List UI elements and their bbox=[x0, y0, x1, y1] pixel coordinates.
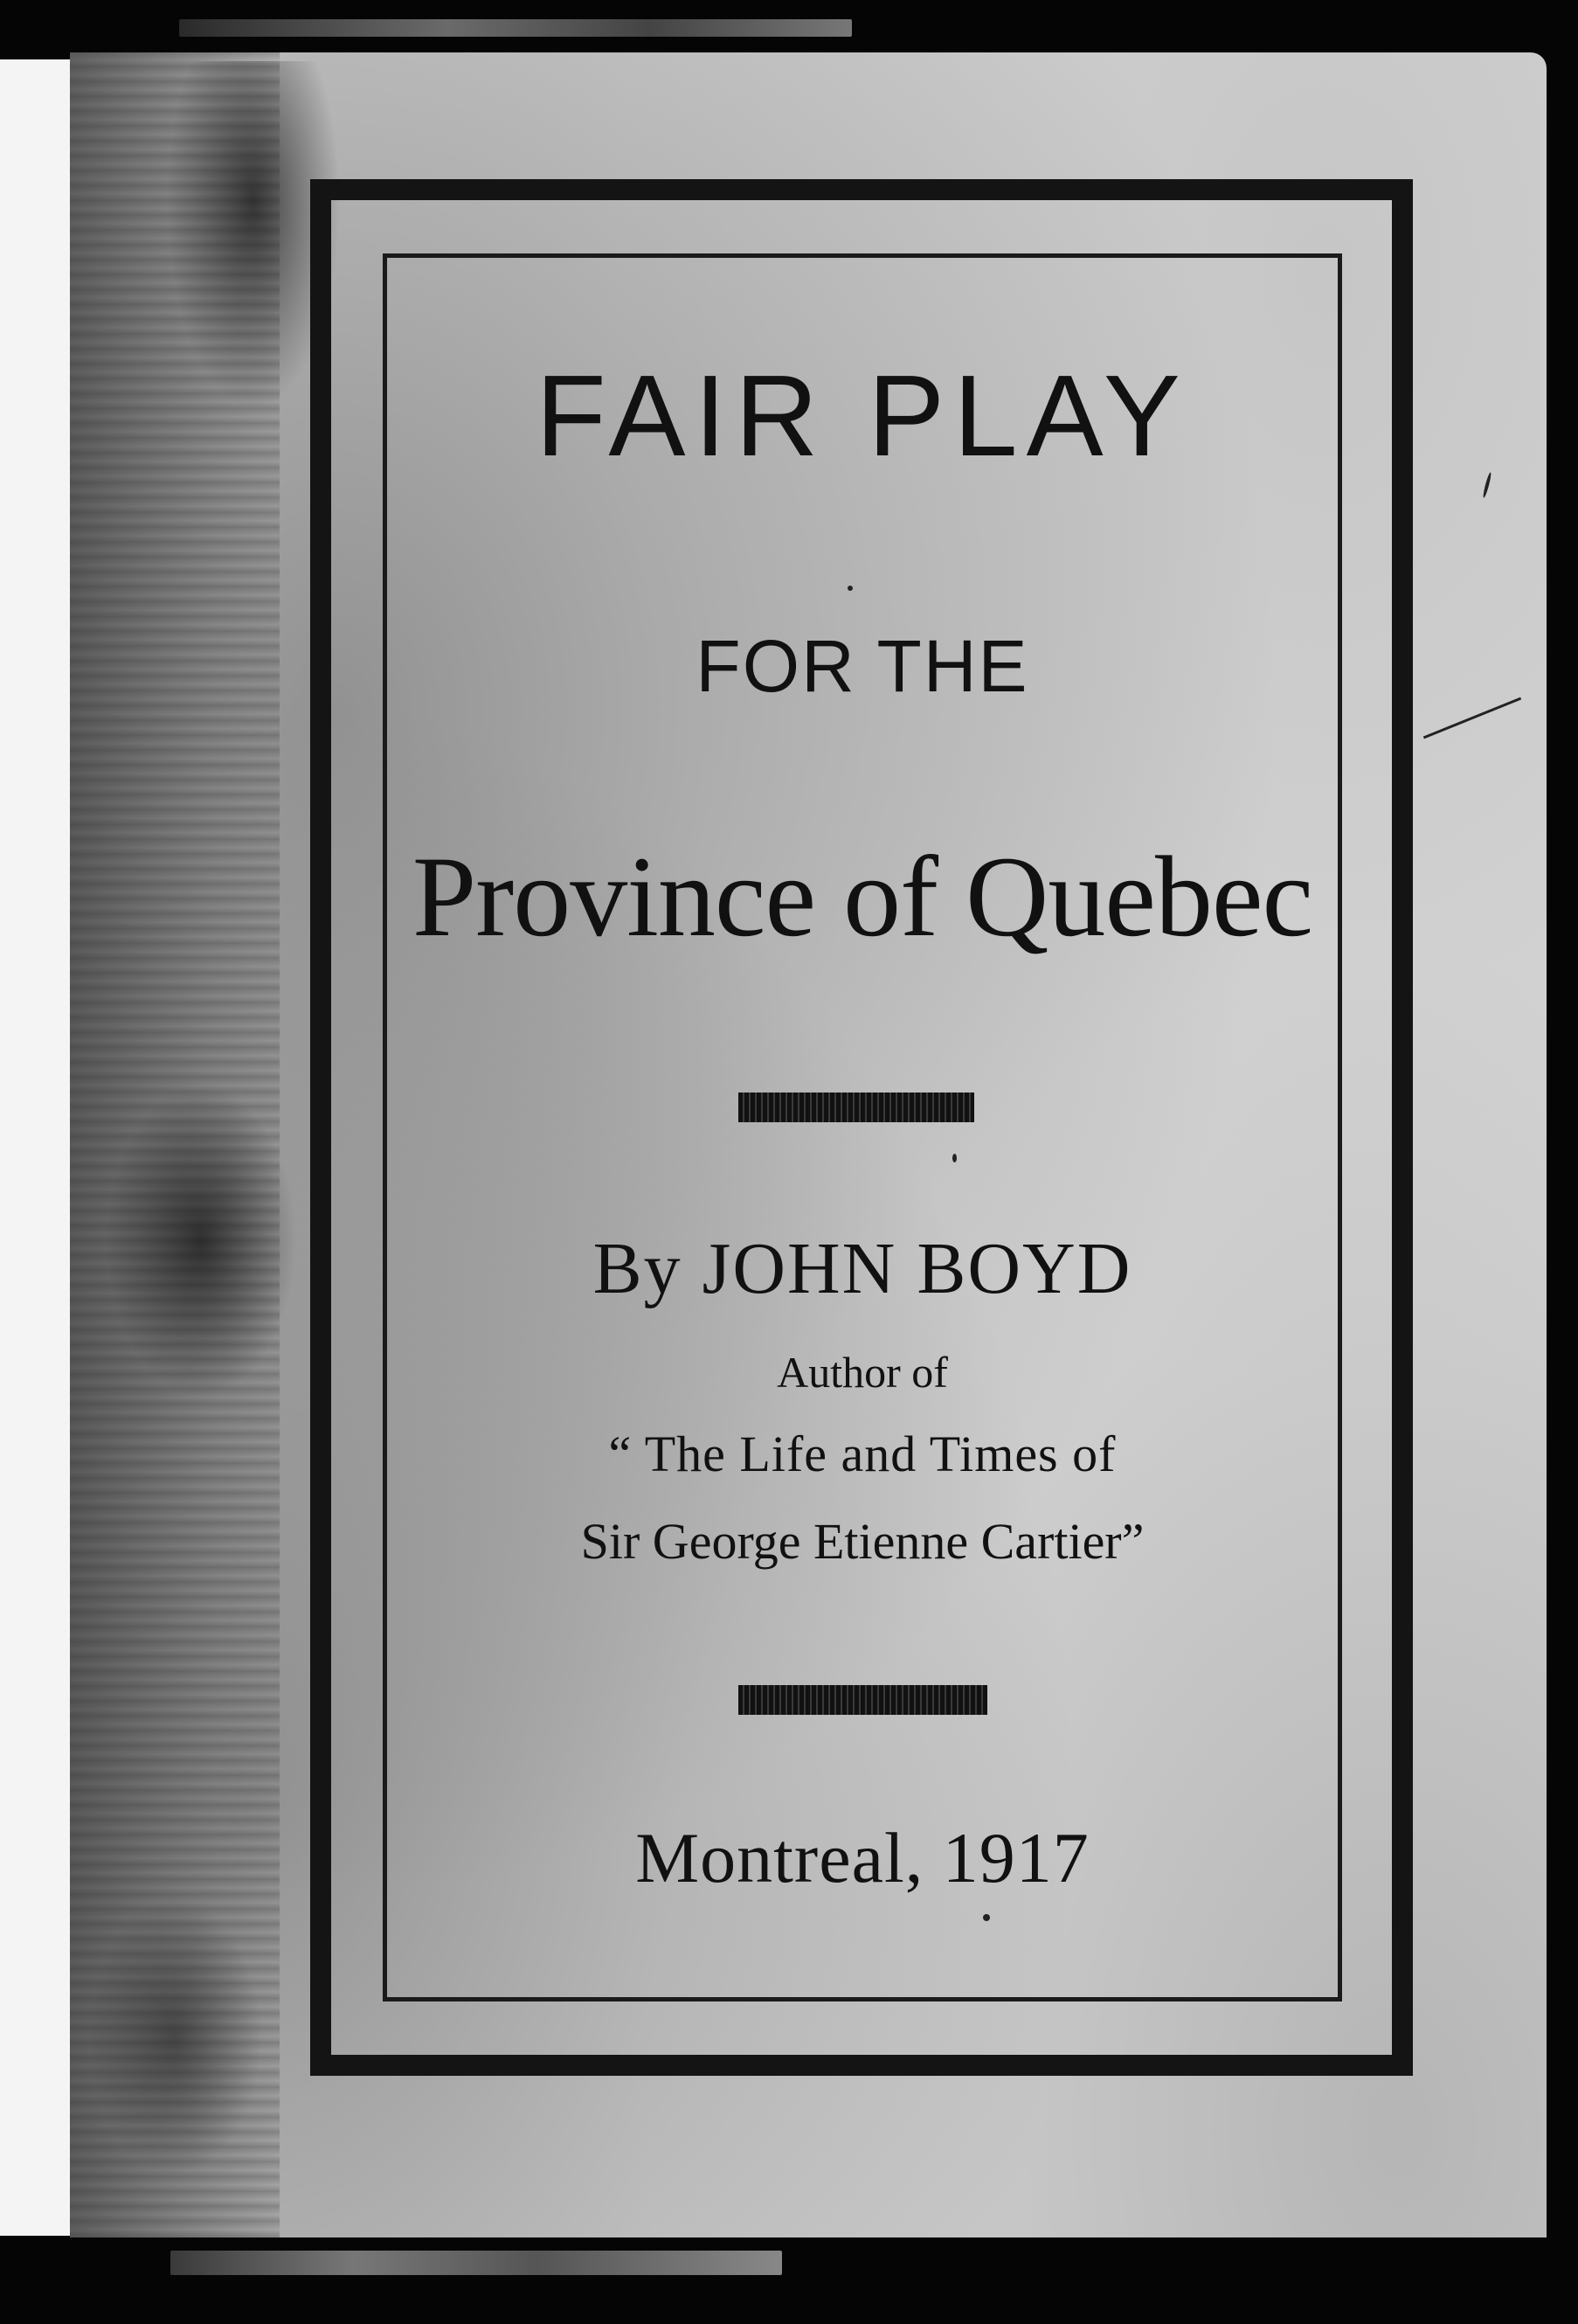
film-strip-bottom bbox=[170, 2251, 782, 2275]
prior-work-line-1: “ The Life and Times of bbox=[608, 1426, 1117, 1482]
flyleaf-edge bbox=[0, 59, 73, 2236]
film-strip-top bbox=[179, 19, 852, 37]
speck bbox=[848, 586, 853, 591]
decorative-rule bbox=[738, 1093, 974, 1122]
imprint: Montreal, 1917 bbox=[635, 1818, 1090, 1897]
author-byline: By JOHN BOYD bbox=[592, 1228, 1132, 1309]
speck bbox=[952, 1154, 957, 1162]
stain bbox=[87, 1897, 262, 2176]
decorative-rule bbox=[738, 1685, 987, 1715]
stain bbox=[105, 1084, 297, 1398]
speck bbox=[983, 1914, 990, 1921]
prior-work-line-2: Sir George Etienne Cartier” bbox=[580, 1513, 1145, 1570]
cover-subject: Province of Quebec bbox=[412, 832, 1313, 961]
author-of-label: Author of bbox=[777, 1348, 948, 1397]
inner-border-frame bbox=[383, 253, 1342, 2001]
cover-title: FAIR PLAY bbox=[536, 351, 1189, 480]
cover-connector: FOR THE bbox=[696, 625, 1029, 707]
